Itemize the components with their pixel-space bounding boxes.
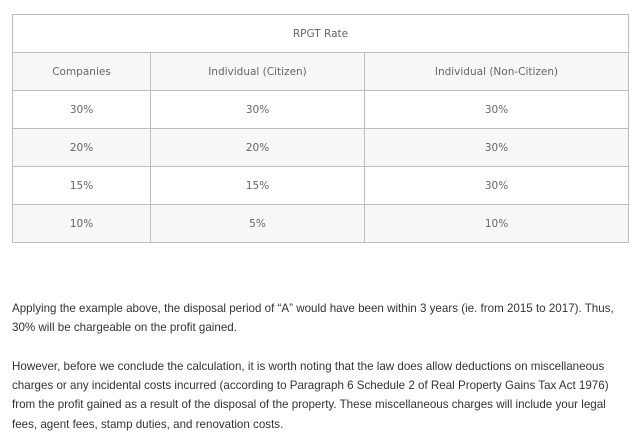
table-title: RPGT Rate bbox=[13, 15, 629, 53]
header-companies: Companies bbox=[13, 53, 151, 91]
table-title-row bbox=[13, 15, 629, 53]
cell-non-citizen: 30% bbox=[365, 167, 629, 205]
cell-citizen: 5% bbox=[151, 205, 365, 243]
cell-companies: 30% bbox=[13, 91, 151, 129]
cell-companies: 10% bbox=[13, 205, 151, 243]
table-header-row bbox=[13, 53, 629, 91]
cell-companies: 20% bbox=[13, 129, 151, 167]
paragraph-example: Applying the example above, the disposal period of “A” would have been within 3 years (ie. from 2015 to 2017). Thus, 30% will be chargeable on the profit gained. bbox=[12, 302, 614, 335]
cell-citizen: 30% bbox=[151, 91, 365, 129]
cell-non-citizen: 30% bbox=[365, 91, 629, 129]
rpgt-rate-table bbox=[12, 14, 629, 243]
table-row bbox=[13, 167, 629, 205]
cell-citizen: 15% bbox=[151, 167, 365, 205]
cell-non-citizen: 10% bbox=[365, 205, 629, 243]
header-individual-non-citizen: Individual (Non-Citizen) bbox=[365, 53, 629, 91]
cell-companies: 15% bbox=[13, 167, 151, 205]
paragraph-deductions: However, before we conclude the calculation, it is worth noting that the law does allow deductions on miscellaneous charges or any incidental costs incurred (according to Paragraph 6 Schedule 2 of Real Property Gains Tax Act 1976) from the profit gained as a result of the disposal of the property. These miscellaneous charges will include your legal fees, agent fees, stamp duties, and renovation costs. bbox=[12, 360, 609, 431]
table-row bbox=[13, 91, 629, 129]
table-row bbox=[13, 205, 629, 243]
cell-citizen: 20% bbox=[151, 129, 365, 167]
cell-non-citizen: 30% bbox=[365, 129, 629, 167]
header-individual-citizen: Individual (Citizen) bbox=[151, 53, 365, 91]
table-row bbox=[13, 129, 629, 167]
